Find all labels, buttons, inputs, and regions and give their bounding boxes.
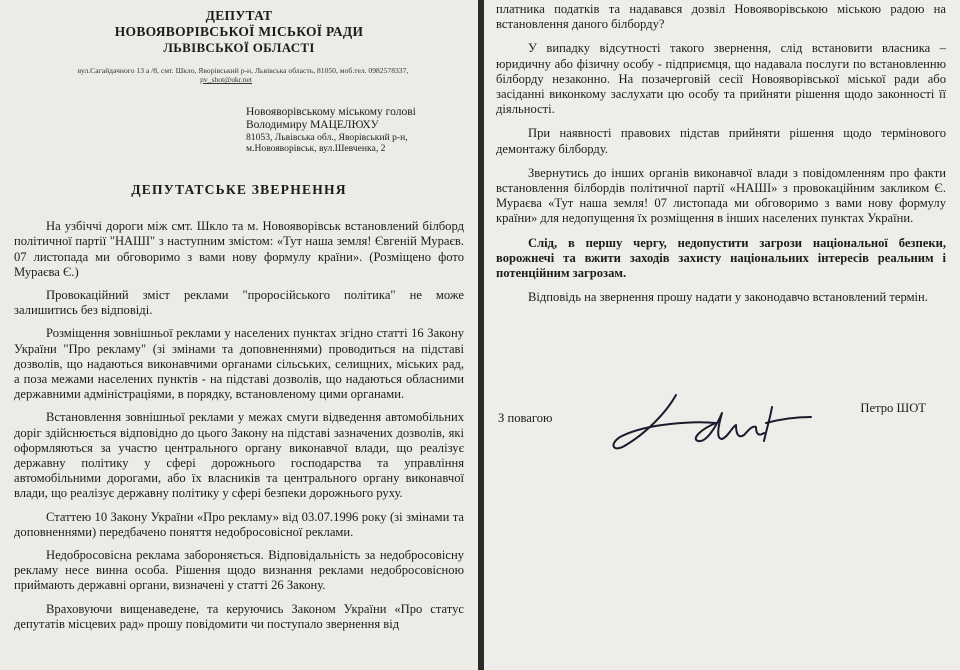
paragraph-7: Враховуючи вищенаведене, та керуючись Законом України «Про статус депутатів місцевих рад» прошу повідомити чи поступало звернення від <box>14 601 464 631</box>
letter-page-2 <box>484 0 960 670</box>
paragraph-1: На узбіччі дороги між смт. Шкло та м. Новояворівськ встановлений білборд політичної партії "НАШІ" з наступним змістом: «Тут наша земля! Євгеній Мураєв. 07 листопада ми обговоримо з вами нову формулу країни». (Розміщено фото Мураєва Є.) <box>14 219 464 279</box>
document-title: ДЕПУТАТСЬКЕ ЗВЕРНЕННЯ <box>131 182 347 197</box>
addressee-line-2: Володимиру МАЦЕЛЮХУ <box>246 119 379 131</box>
closing-paragraph: Відповідь на звернення прошу надати у законодавчо встановлений термін. <box>528 290 928 305</box>
header-line-1: ДЕПУТАТ <box>205 8 273 23</box>
header-title <box>14 8 464 56</box>
addressee-line-3: 81053, Львівська обл., Яворівський р-н, <box>246 132 408 143</box>
signature-row <box>496 383 946 463</box>
paragraph-4: Встановлення зовнішньої реклами у межах смуги відведення автомобільних доріг здійснюється відповідно до цього Закону на підставі зазначених дозволів, які оформляються за участю центрального органу виконавчої влади, що реалізує державну політику у сфері дорожнього господарства та управління автомобільними дорогами, або їх власників та центрального органу виконавчої влади, що реалізує державну політику у сфері безпеки дорожнього руху. <box>14 410 464 501</box>
addressee-line-4: м.Новояворівськ, вул.Шевченка, 2 <box>246 143 386 154</box>
paragraph-3: Розміщення зовнішньої реклами у населених пунктах згідно статті 16 Закону України "Про рекламу" (зі змінами та доповненнями) проводиться на підставі дозволів, що надаються виконавчими органами сільських, селищних, міських рад, а поза межами населених пунктів - на підставі дозволів, що надаються обласними державними адміністраціями, в порядку, встановленому цими органами. <box>14 326 464 402</box>
contacts-address: вул.Сагайдачного 13 а /8, смт. Шкло, Яворівський р-н, Львівська область, 81050, моб.тел. 0982578337, <box>77 66 409 75</box>
paragraph-8: платника податків та надавався дозвіл Новояворівською міською радою на встановлення даного білборду? <box>496 2 946 32</box>
bold-paragraph: Слід, в першу чергу, недопустити загрози національної безпеки, ворожнечі та вжити заходів захисту національних інтересів реальним і потенційним загрозам. <box>496 235 946 281</box>
contacts-block <box>14 66 464 84</box>
addressee-block <box>246 106 464 154</box>
signer-name: Петро ШОТ <box>860 401 926 416</box>
header-line-3: ЛЬВІВСЬКОЇ ОБЛАСТІ <box>163 40 315 55</box>
paragraph-10: При наявності правових підстав прийняти рішення щодо термінового демонтажу білборду. <box>496 126 946 156</box>
contacts-email: pv_shot@ukr.net <box>200 75 252 84</box>
paragraph-11: Звернутись до інших органів виконавчої влади з повідомленням про факти встановлення білбордів політичної партії «НАШІ» з провокаційним закликом Є. Мураєва «Тут наша земля! 07 листопада ми обговоримо з вами нову формулу країни» для недопущення їх розміщення в інших населених пунктах України. <box>496 165 946 226</box>
addressee-line-1: Новояворівському міському голові <box>246 106 416 118</box>
letter-page-1 <box>0 0 478 670</box>
paragraph-2: Провокаційний зміст реклами "проросійського політика" не може залишитись без відповіді. <box>14 288 464 318</box>
paragraph-6: Недобросовісна реклама забороняється. Відповідальність за недобросовісну рекламу несе винна особа. Рішення щодо визнання реклами недобросовісною приймають державні органи, визначені у статті 26 Закону. <box>14 548 464 593</box>
header-line-2: НОВОЯВОРІВСЬКОЇ МІСЬКОЇ РАДИ <box>114 24 364 39</box>
handwritten-signature <box>606 383 826 463</box>
paragraph-5: Статтею 10 Закону України «Про рекламу» від 03.07.1996 року (зі змінами та доповненнями) передбачено поняття недобросовісної реклами. <box>14 509 464 539</box>
paragraph-9: У випадку відсутності такого звернення, слід встановити власника – юридичну або фізичну особу - підприємця, що надавала послуги по встановленню білборду незаконно. На позачерговій сесії Новояворівської міської ради або засіданні виконкому заслухати цю особу та прийняти рішення щодо законності її діяльності. <box>496 41 946 117</box>
regards-text: З повагою <box>498 411 553 426</box>
